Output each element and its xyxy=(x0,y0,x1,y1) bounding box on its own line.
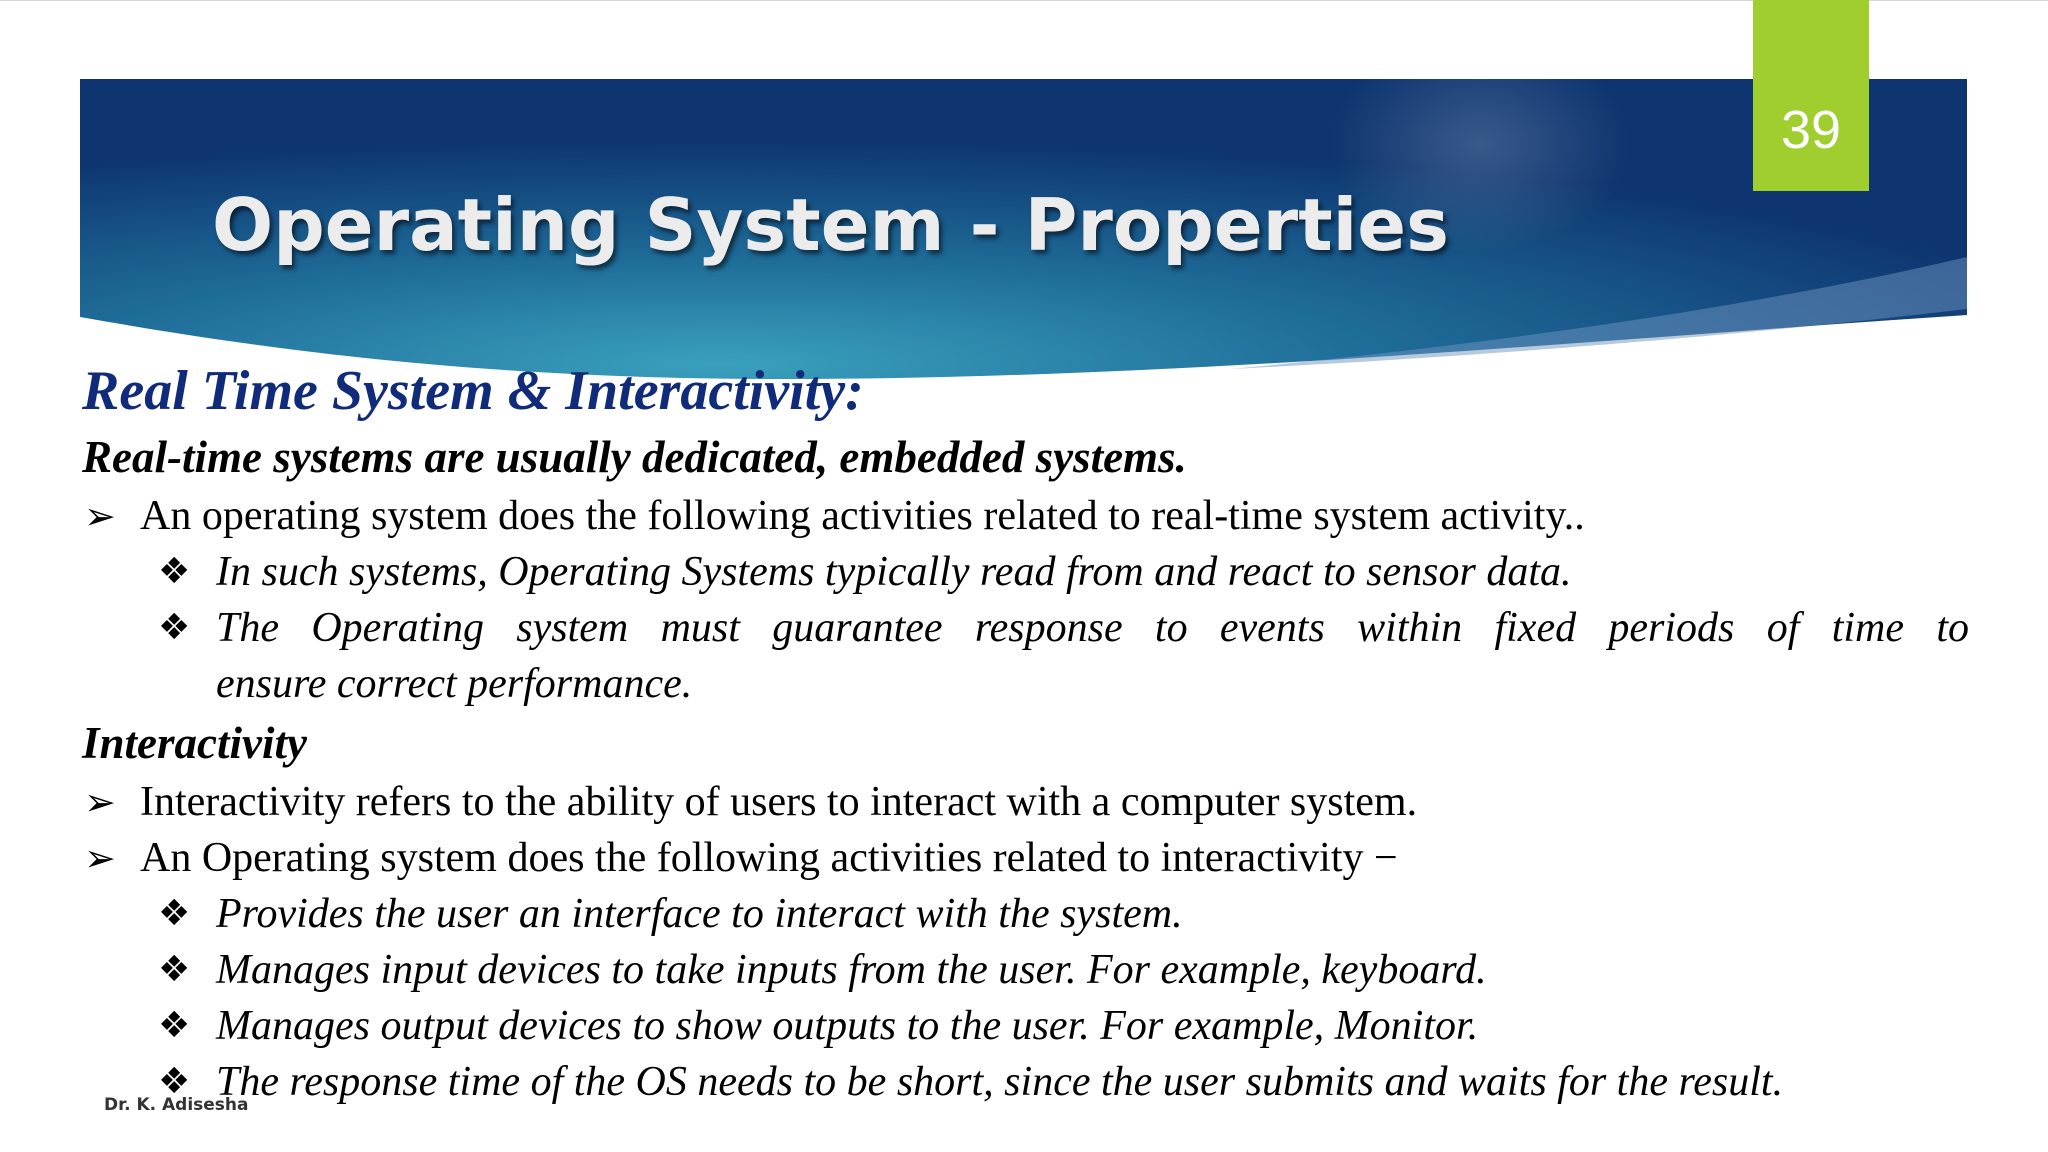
four-diamond-bullet-icon: ❖ xyxy=(158,607,191,648)
four-diamond-bullet-icon: ❖ xyxy=(158,893,191,934)
four-diamond-bullet-icon: ❖ xyxy=(158,1061,191,1102)
bullet-interactivity-activities: An Operating system does the following activities related to interactivity − xyxy=(140,835,1398,881)
sub-bullet-guarantee-response: The Operating system must guarantee response to events within fixed periods of time to xyxy=(216,605,1969,651)
page-number-tag xyxy=(1753,0,1869,191)
bullet-realtime-activities: An operating system does the following activities related to real-time system activity.. xyxy=(140,493,1585,539)
sub-bullet-response-time: The response time of the OS needs to be short, since the user submits and waits for the result. xyxy=(216,1059,1784,1105)
slide-title: Operating System - Properties xyxy=(212,183,1449,267)
four-diamond-bullet-icon: ❖ xyxy=(158,1005,191,1046)
sub-bullet-interface: Provides the user an interface to interact with the system. xyxy=(216,891,1183,937)
arrowhead-bullet-icon: ➢ xyxy=(84,836,116,880)
section-subheading-realtime: Real-time systems are usually dedicated, embedded systems. xyxy=(82,432,1187,482)
four-diamond-bullet-icon: ❖ xyxy=(158,551,191,592)
sub-bullet-output-devices: Manages output devices to show outputs to the user. For example, Monitor. xyxy=(216,1003,1479,1049)
sub-bullet-sensor-data: In such systems, Operating Systems typically read from and react to sensor data. xyxy=(216,549,1572,595)
arrowhead-bullet-icon: ➢ xyxy=(84,780,116,824)
top-divider xyxy=(0,0,2048,1)
arrowhead-bullet-icon: ➢ xyxy=(84,494,116,538)
sub-bullet-guarantee-response-cont: ensure correct performance. xyxy=(216,661,693,707)
bullet-interactivity-definition: Interactivity refers to the ability of users to interact with a computer system. xyxy=(140,779,1418,825)
section-heading-realtime: Real Time System & Interactivity: xyxy=(82,360,864,422)
sub-bullet-input-devices: Manages input devices to take inputs from the user. For example, keyboard. xyxy=(216,947,1487,993)
author-footer: Dr. K. Adisesha xyxy=(104,1095,249,1115)
page-number: 39 xyxy=(1780,100,1842,160)
section-heading-interactivity: Interactivity xyxy=(82,718,307,768)
four-diamond-bullet-icon: ❖ xyxy=(158,949,191,990)
